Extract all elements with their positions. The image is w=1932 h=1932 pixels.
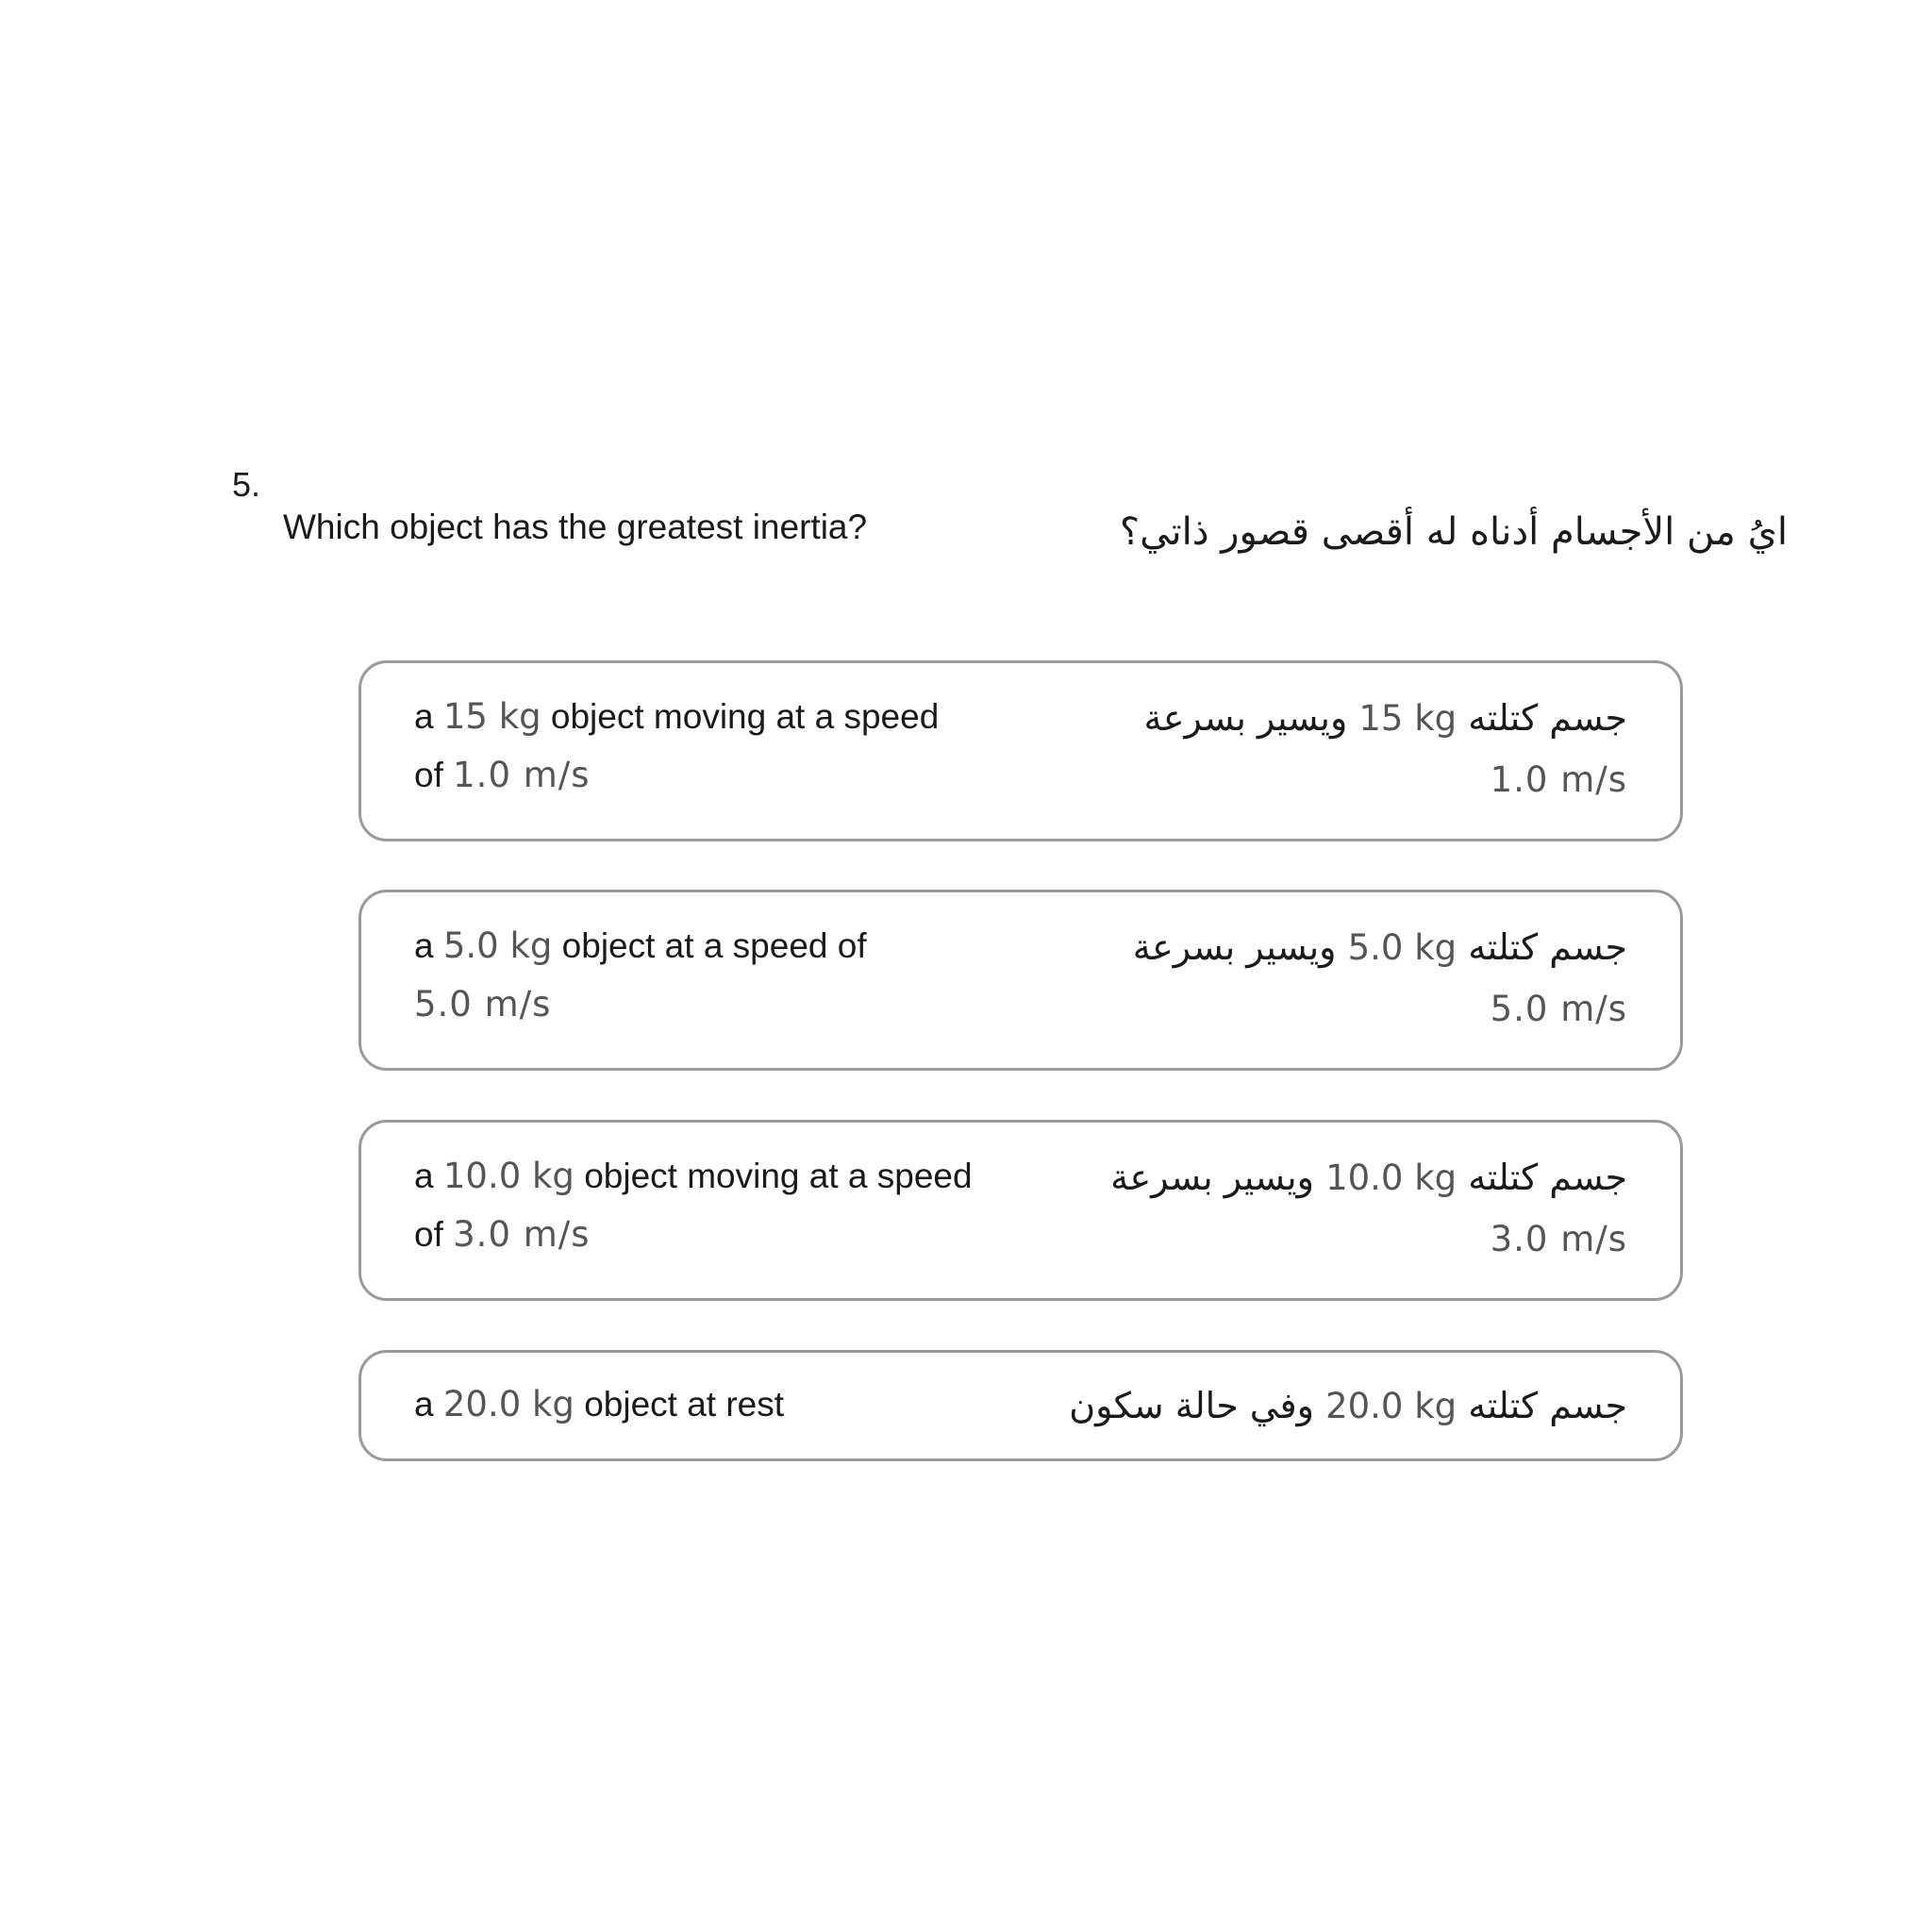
option-1-en-mass: 15 kg: [442, 696, 541, 737]
option-3-en-line2-prefix: of: [414, 1215, 443, 1254]
option-1-arabic: [1143, 688, 1627, 810]
option-1-ar-speed: 1.0 m/s: [1490, 759, 1627, 800]
option-2-en-prefix: a: [414, 926, 434, 965]
question-number: 5.: [232, 465, 261, 504]
option-1-en-line2-prefix: of: [414, 756, 443, 794]
option-3-ar-prefix: جسم كتلته: [1468, 1157, 1627, 1198]
option-3-ar-speed: 3.0 m/s: [1490, 1219, 1627, 1259]
option-4-en-prefix: a: [414, 1385, 434, 1424]
option-1-ar-suffix: ويسير بسرعة: [1143, 697, 1348, 739]
option-4-en-middle: object at rest: [584, 1385, 785, 1424]
option-3-ar-mass: 10.0 kg: [1325, 1158, 1457, 1198]
option-3-en-mass: 10.0 kg: [442, 1156, 575, 1196]
option-2-ar-mass: 5.0 kg: [1347, 927, 1457, 968]
option-1-english: [414, 688, 939, 805]
option-2-ar-prefix: جسم كتلته: [1468, 926, 1627, 968]
option-3-ar-suffix: ويسير بسرعة: [1110, 1157, 1314, 1198]
option-2-ar-speed: 5.0 m/s: [1490, 989, 1627, 1029]
option-2-english: [414, 917, 867, 1034]
question-text-arabic: ايُ من الأجسام أدناه له أقصى قصور ذاتي؟: [1119, 510, 1788, 554]
option-1-en-prefix: a: [414, 697, 434, 736]
option-2-en-middle: object at a speed of: [561, 926, 867, 965]
option-3-en-speed: 3.0 m/s: [453, 1214, 591, 1255]
option-4-arabic: [1069, 1375, 1627, 1437]
answer-option-1[interactable]: [358, 660, 1683, 841]
option-2-en-mass: 5.0 kg: [442, 925, 553, 966]
option-3-arabic: [1110, 1147, 1627, 1270]
option-4-ar-mass: 20.0 kg: [1325, 1386, 1457, 1426]
option-3-en-middle: object moving at a speed: [584, 1157, 973, 1195]
option-4-ar-suffix: وفي حالة سكون: [1069, 1385, 1314, 1426]
option-1-ar-mass: 15 kg: [1358, 698, 1457, 739]
option-3-en-prefix: a: [414, 1157, 434, 1195]
answer-option-4[interactable]: [358, 1350, 1683, 1461]
question-text-english: Which object has the greatest inertia?: [283, 508, 868, 546]
answer-option-2[interactable]: [358, 890, 1683, 1071]
option-2-ar-suffix: ويسير بسرعة: [1132, 926, 1337, 968]
option-4-en-mass: 20.0 kg: [442, 1384, 575, 1424]
answer-option-3[interactable]: [358, 1120, 1683, 1301]
option-4-ar-prefix: جسم كتلته: [1468, 1385, 1627, 1426]
option-3-english: [414, 1147, 973, 1264]
option-2-en-speed: 5.0 m/s: [414, 984, 552, 1024]
option-1-ar-prefix: جسم كتلته: [1468, 697, 1627, 739]
option-1-en-middle: object moving at a speed: [550, 697, 940, 736]
option-2-arabic: [1133, 917, 1627, 1040]
option-4-english: [414, 1375, 784, 1434]
option-1-en-speed: 1.0 m/s: [453, 755, 591, 795]
